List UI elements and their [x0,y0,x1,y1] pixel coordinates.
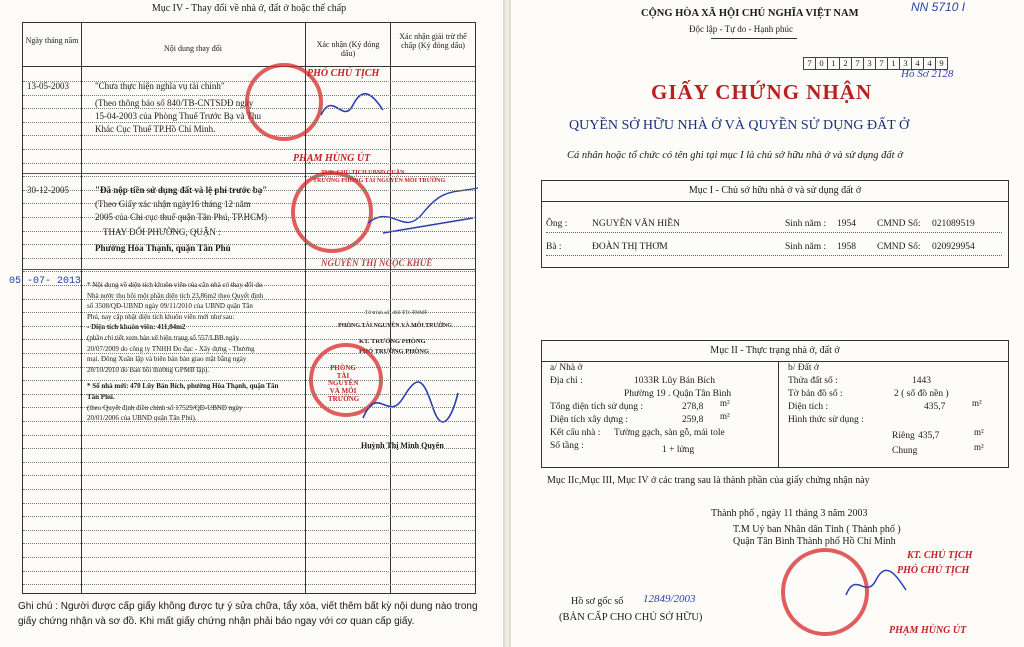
dotted-line [23,543,475,544]
dotted-line [23,530,475,531]
serial-digit: 3 [899,57,912,70]
map-label: Tờ bản đồ số : [788,389,843,399]
stamp2-line: TUN. CHỦ TỊCH UBND QUẬN [321,170,405,176]
section-divider [542,361,1008,362]
stamp1-title: PHÓ CHỦ TỊCH [307,68,380,79]
left-page [0,0,505,647]
header-date: Ngày tháng năm [25,36,79,45]
dotted-line [23,203,475,204]
handwritten-top: NN 5710 I [911,0,966,14]
dotted-line [23,516,475,517]
house-address-label: Địa chỉ : [550,376,583,386]
floors-label: Số tầng : [550,441,584,451]
serial-digit: 1 [887,57,900,70]
dotted-line [23,571,475,572]
dotted-line [23,217,475,218]
house-address-line: Phường 19 . Quận Tân Bình [624,389,732,399]
section-iv-title: Mục IV - Thay đổi về nhà ở, đất ở hoặc thế chấp [151,3,347,14]
private-label: Riêng [892,431,915,441]
changes-table [9,3,476,594]
serial-digit: 4 [911,57,924,70]
land-area-value: 435,7 [924,402,946,412]
section-note: Mục IIc,Mục III, Mục IV ở các trang sau là thành phần của giấy chứng nhận này [547,475,870,486]
country-name: CỘNG HÒA XÃ HỘI CHỦ NGHĨA VIỆT NAM [641,8,859,19]
entry3-line: Phú, nay cập nhật diện tích khuôn viên mới như sau: [87,312,235,321]
section-ii-box [541,340,1009,468]
dotted-line [23,380,475,381]
dotted-line [23,285,475,286]
structure-value: Tường gạch, sàn gỗ, mái tole [614,428,725,438]
stamp2-name: NGUYỄN THỊ NGỌC KHUÊ [321,258,433,268]
dotted-line [23,163,475,164]
entry3-line: (phần chi tiết xem bản vẽ hiện trạng số 557/LBB ngày [87,334,240,342]
entry3-line: 28/10/2010 do Ban bồi thường GPMB lập). [87,365,210,374]
owner1-prefix: Ông : [546,219,568,229]
sign-title: PHÓ CHỦ TỊCH [897,565,970,576]
entry1-line: Khác Cục Thuế TP.Hồ Chí Minh. [95,124,216,134]
dotted-line [23,299,475,300]
signature [313,85,393,125]
dotted-line [23,489,475,490]
dotted-line [23,462,475,463]
serial-digit: 1 [827,57,840,70]
section-i-box [541,180,1009,268]
land-area-label: Diện tích : [788,402,829,412]
header-divider [23,66,475,67]
dotted-line [23,448,475,449]
copy-note: (BẢN CẤP CHO CHỦ SỞ HỮU) [559,612,703,623]
issue-date: Thành phố , ngày 11 tháng 3 năm 2003 [711,508,868,519]
entry3-line: * Nội dung về diện tích khuôn viên của căn nhà có thay đổi do [87,281,263,289]
entry2-line: "Đã nộp tiền sử dụng đất và lệ phí trước bạ" [95,185,268,195]
unit-label: m² [720,411,730,421]
file-label: Hồ sơ gốc số [571,596,624,607]
build-area-label: Diện tích xây dựng : [550,415,628,425]
handwritten-serial: Hồ Sơ 2128 [901,68,954,80]
dotted-line [23,557,475,558]
dotted-line [23,81,475,82]
footnote: Ghi chú : Người được cấp giấy không được tự ý sửa chữa, tẩy xóa, viết thêm bất kỳ nội dung nào trong giấy chứng nhận và sơ đồ. Khi mất giấy chứng nhận phải báo ngay với cơ quan cấp giấy. [18,601,478,627]
entry2-line: Phường Hòa Thạnh, quận Tân Phú [95,243,231,253]
certificate-title: GIẤY CHỨNG NHẬN [651,80,873,104]
entry3-line: Nhà nước thu hồi một phần diện tích 23,86m2 theo Quyết định [87,291,264,300]
dotted-line [23,176,475,177]
unit-label: m² [974,427,984,437]
signature [841,565,911,605]
entry3-line: 20/01/2006 của UBND quận Tân Phú). [87,414,197,423]
dotted-line [23,231,475,232]
col-divider [778,361,779,467]
serial-digit: 7 [875,57,888,70]
dotted-line [546,232,1002,233]
owner2-name: ĐOÀN THỊ THƠM [592,242,668,252]
serial-digit: 7 [803,57,816,70]
owner1-birth-label: Sinh năm : [785,219,827,229]
dotted-line [23,435,475,436]
dotted-line [23,584,475,585]
dotted-line [23,108,475,109]
parcel-value: 1443 [912,376,931,386]
private-value: 435,7 [918,431,940,441]
owner2-id-label: CMND Số: [877,242,921,252]
owner1-id-label: CMND Số: [877,219,921,229]
certificate-intro: Cá nhân hoặc tổ chức có tên ghi tại mục I là chủ sở hữu nhà ở và sử dụng đất ở [567,150,903,161]
owner2-prefix: Bà : [546,242,562,252]
dotted-line [23,353,475,354]
right-page [511,0,1024,647]
dotted-line [23,339,475,340]
entry2-line: 2005 của Chi cục thuế quận Tân Phú, TP.HCM) [95,212,268,222]
entry3-line: 20/07/2009 do công ty TNHH Đo đạc - Xây dựng - Thương [87,344,255,353]
entry-divider [23,269,475,270]
unit-label: m² [720,398,730,408]
usage-label: Hình thức sử dụng : [788,415,864,425]
dotted-line [23,149,475,150]
stamp3-line: Tờ trình số: 483 TTr-TNMT [365,310,428,316]
structure-label: Kết cấu nhà : [550,428,601,438]
dotted-line [23,475,475,476]
authority-line: Quận Tân Bình Thành phố Hồ Chí Minh [733,536,896,547]
entry3-line: số 3508/QĐ-UBND ngày 09/11/2010 của UBND quận Tân [87,302,253,311]
entry-divider [23,173,475,174]
owner2-birth: 1958 [837,242,856,252]
signer-name: PHẠM HÙNG ÚT [889,625,967,636]
unit-label: m² [972,398,982,408]
entry1-line: 15-04-2003 của Phòng Thuế Trước Bạ và Thu [95,111,262,121]
dotted-line [23,271,475,272]
dotted-line [23,135,475,136]
stamp3-name: Huỳnh Thị Minh Quyên [361,441,444,450]
signature [363,183,483,253]
authority-line: T.M Uỷ ban Nhân dân Tỉnh ( Thành phố ) [733,524,901,535]
house-header: a/ Nhà ở [550,363,583,373]
house-address-line: 1033R Lũy Bán Bích [634,376,716,386]
entry3-date-stamp: 05 -07- 2013 [9,276,82,287]
dotted-line [23,95,475,96]
dotted-line [23,312,475,313]
serial-digit: 7 [851,57,864,70]
map-value: 2 ( sổ đồ nền ) [894,389,949,399]
stamp3-line: PHÓ TRƯỞNG PHÒNG [359,348,430,355]
unit-label: m² [974,442,984,452]
owner1-birth: 1954 [837,219,856,229]
entry2-date: 30-12-2005 [27,185,69,195]
dotted-line [23,326,475,327]
entry1-date: 13-05-2003 [27,81,69,91]
serial-digit: 2 [839,57,852,70]
certificate-subtitle: QUYỀN SỞ HỮU NHÀ Ở VÀ QUYỀN SỬ DỤNG ĐẤT Ở [569,118,910,133]
country-motto: Độc lập - Tự do - Hạnh phúc [689,24,793,34]
stamp2-line: TRƯỞNG PHÒNG TÀI NGUYÊN MÔI TRƯỜNG [313,178,446,184]
serial-digit: 0 [815,57,828,70]
entry3-line: mại. Đông Xuân lập và biên bản bàn giao mặt bằng ngày [87,355,247,364]
file-number: 12849/2003 [643,593,696,605]
serial-digit: 9 [935,57,948,70]
dotted-line [23,407,475,408]
total-area-label: Tổng diện tích sử dụng : [550,402,644,412]
stamp1-name: PHẠM HÙNG ÚT [293,153,371,164]
entry1-line: (Theo thông báo số 840/TB-CNTSDĐ ngày [95,98,254,108]
owner2-id: 020929954 [932,242,975,252]
stamp3-line: PHÒNG TÀI NGUYÊN VÀ MÔI TRƯỜNG [338,323,452,329]
sign-title: KT. CHỦ TỊCH [907,550,973,561]
entry3-line: - Diện tích khuôn viên: 411,84m2 [87,323,186,332]
header-content: Nội dung thay đổi [164,44,222,53]
section-ii-title: Mục II - Thực trạng nhà ở, đất ở [710,345,840,356]
section-i-title: Mục I - Chủ sở hữu nhà ở và sử dụng đất ở [688,185,862,196]
serial-digit: 4 [923,57,936,70]
entry3-line: * Số nhà mới: 470 Lũy Bán Bích, phường Hòa Thạnh, quận Tân [87,382,279,391]
shared-label: Chung [892,446,918,456]
land-header: b/ Đất ở [788,363,819,373]
total-area-value: 278,8 [682,402,704,412]
entry1-line: "Chưa thực hiện nghĩa vụ tài chính" [95,81,225,91]
build-area-value: 259,8 [682,415,704,425]
round-stamp-text: PHÒNG TÀI NGUYÊN VÀ MÔI TRƯỜNG [328,364,360,403]
header-release: Xác nhận giải trừ thế chấp (Ký đóng dấu) [399,32,467,50]
section-divider [542,201,1008,202]
dotted-line [546,255,1002,256]
dotted-line [23,190,475,191]
owner1-id: 021089519 [932,219,975,229]
dotted-line [23,421,475,422]
entry3-line: Tân Phú. [87,393,115,401]
dotted-line [23,258,475,259]
motto-underline [711,38,797,39]
dotted-line [23,367,475,368]
serial-digit: 3 [863,57,876,70]
floors-value: 1 + lửng [662,445,695,455]
header-confirm: Xác nhận (Ký đóng dấu) [316,40,380,58]
dotted-line [23,244,475,245]
signature [353,373,463,433]
dotted-line [23,122,475,123]
dotted-line [23,394,475,395]
entry2-line: THAY ĐỔI PHƯỜNG, QUẬN : [103,227,221,237]
entry3-line: (theo Quyết định điều chỉnh số 17529/QĐ-UBND ngày [87,403,243,412]
owner2-birth-label: Sinh năm : [785,242,827,252]
parcel-label: Thửa đất số : [788,376,838,386]
owner1-name: NGUYỄN VĂN HIỀN [592,219,680,229]
entry2-line: (Theo Giấy xác nhận ngày16 tháng 12 năm [95,199,251,209]
stamp3-line: KT. TRƯỞNG PHÒNG [359,338,426,345]
dotted-line [23,503,475,504]
